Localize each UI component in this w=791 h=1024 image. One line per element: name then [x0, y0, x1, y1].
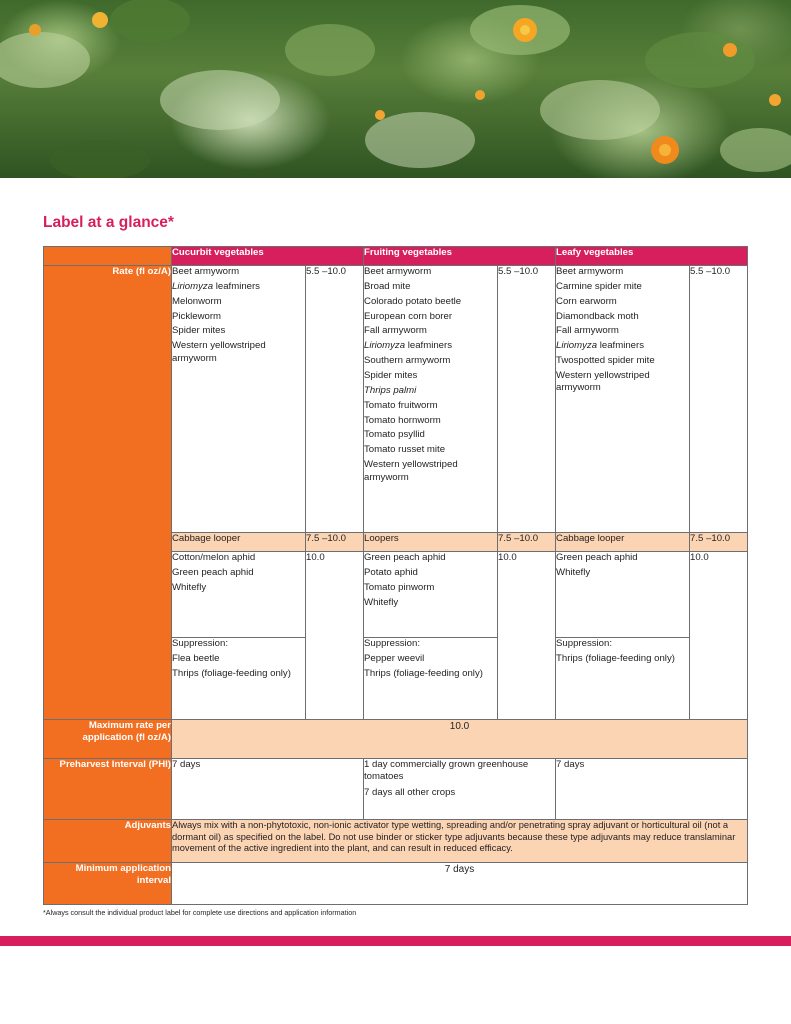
row-label-min-interval: Minimum application interval	[44, 863, 172, 905]
pest-item: Tomato pinworm	[364, 581, 435, 593]
suppression-label: Suppression:	[172, 638, 228, 649]
pest-list-fruiting-3	[364, 552, 498, 638]
page-title: Label at a glance*	[43, 214, 174, 231]
row-label-adjuvants: Adjuvants	[44, 820, 172, 863]
footnote: *Always consult the individual product label for complete use directions and application information	[43, 908, 357, 917]
pest-list-fruiting-1	[364, 266, 498, 533]
min-interval-value: 7 days	[172, 863, 748, 905]
column-header-fruiting: Fruiting vegetables	[364, 247, 556, 266]
pest-item: Spider mites	[364, 370, 418, 382]
pest-item: Liriomyza leafminers	[556, 340, 644, 352]
header-row	[44, 247, 748, 266]
max-rate-row	[44, 720, 748, 759]
pest-item: Western yellowstriped armyworm	[172, 340, 266, 364]
pest-item: Beet armyworm	[556, 266, 624, 277]
pest-item: Green peach aphid	[364, 552, 446, 563]
pest-item: Tomato fruitworm	[364, 399, 438, 411]
pest-item: Whitefly	[556, 566, 591, 578]
phi-fruiting-other: 7 days all other crops	[364, 786, 456, 798]
pest-item: Western yellowstriped armyworm	[556, 370, 650, 394]
pest-item: Liriomyza leafminers	[172, 280, 260, 292]
pest-item: Western yellowstriped armyworm	[364, 459, 458, 483]
pest-item: Thrips (foliage-feeding only)	[172, 667, 291, 679]
hero-photo	[0, 0, 791, 178]
rate-row-1	[44, 266, 748, 533]
pest-item: Southern armyworm	[364, 355, 451, 367]
pest-item: Beet armyworm	[364, 266, 432, 277]
pest-item: Tomato hornworm	[364, 414, 441, 426]
pest-list-leafy-1	[556, 266, 690, 533]
rate-fruiting-1: 5.5 –10.0	[498, 266, 556, 533]
pest-item: Thrips palmi	[364, 384, 417, 396]
phi-row	[44, 759, 748, 820]
pest-item: Diamondback moth	[556, 310, 639, 322]
pest-item: Carmine spider mite	[556, 280, 642, 292]
adjuvants-text: Always mix with a non-phytotoxic, non-ionic activator type wetting, spreading and/or penetrating spray adjuvant or horticultural oil (not a dormant oil) as specified on the label. Do not use binder or sticker type adjuvants because these type adjuvants may reduce translaminar movement of the active ingredient into the plant, and can result in reduced efficacy.	[172, 820, 748, 863]
suppression-fruiting	[364, 638, 498, 720]
pest-item: Melonworm	[172, 295, 222, 307]
pest-fruiting-2: Loopers	[364, 533, 498, 552]
label-table	[43, 246, 748, 905]
pest-item: Green peach aphid	[556, 552, 638, 563]
row-label-max-rate: Maximum rate per application (fl oz/A)	[44, 720, 172, 759]
rate-cucurbit-1: 5.5 –10.0	[306, 266, 364, 533]
pest-item: Tomato psyllid	[364, 429, 425, 441]
pest-leafy-2: Cabbage looper	[556, 533, 690, 552]
rate-leafy-2: 7.5 –10.0	[690, 533, 748, 552]
footer-band	[0, 936, 791, 946]
pest-item: Corn earworm	[556, 295, 617, 307]
pest-list-cucurbit-1	[172, 266, 306, 533]
pest-item: Spider mites	[172, 325, 226, 337]
suppression-label: Suppression:	[556, 638, 613, 649]
pest-item: Thrips (foliage-feeding only)	[556, 652, 675, 664]
row-label-rate: Rate (fl oz/A)	[44, 266, 172, 720]
column-header-cucurbit: Cucurbit vegetables	[172, 247, 364, 266]
pest-item: Pickleworm	[172, 310, 222, 322]
pest-item: European corn borer	[364, 310, 453, 322]
pest-cucurbit-2: Cabbage looper	[172, 533, 306, 552]
pest-list-cucurbit-3	[172, 552, 306, 638]
pest-item: Cotton/melon aphid	[172, 552, 256, 563]
phi-cucurbit: 7 days	[172, 759, 364, 820]
suppression-label: Suppression:	[364, 638, 421, 649]
column-header-leafy: Leafy vegetables	[556, 247, 748, 266]
min-interval-row	[44, 863, 748, 905]
pest-item: Pepper weevil	[364, 652, 425, 664]
rate-leafy-3: 10.0	[690, 552, 748, 720]
pest-item: Flea beetle	[172, 652, 220, 664]
max-rate-value: 10.0	[172, 720, 748, 759]
suppression-leafy	[556, 638, 690, 720]
zucchini-plants-image	[0, 0, 791, 178]
rate-fruiting-2: 7.5 –10.0	[498, 533, 556, 552]
pest-item: Thrips (foliage-feeding only)	[364, 667, 483, 679]
phi-fruiting-greenhouse: 1 day commercially grown greenhouse tomatoes	[364, 759, 529, 783]
phi-leafy: 7 days	[556, 759, 748, 820]
rate-leafy-1: 5.5 –10.0	[690, 266, 748, 533]
pest-item: Beet armyworm	[172, 266, 240, 277]
pest-item: Fall armyworm	[364, 325, 427, 337]
rate-cucurbit-3: 10.0	[306, 552, 364, 720]
phi-fruiting	[364, 759, 556, 820]
pest-item: Tomato russet mite	[364, 444, 446, 456]
pest-item: Potato aphid	[364, 566, 418, 578]
pest-item: Twospotted spider mite	[556, 355, 655, 367]
pest-item: Liriomyza leafminers	[364, 340, 452, 352]
pest-item: Fall armyworm	[556, 325, 619, 337]
pest-item: Whitefly	[172, 581, 207, 593]
pest-item: Green peach aphid	[172, 566, 254, 578]
pest-list-leafy-3	[556, 552, 690, 638]
pest-item: Whitefly	[364, 596, 399, 608]
suppression-cucurbit	[172, 638, 306, 720]
rate-fruiting-3: 10.0	[498, 552, 556, 720]
adjuvants-row	[44, 820, 748, 863]
pest-item: Colorado potato beetle	[364, 295, 462, 307]
row-label-phi: Preharvest Interval (PHI)	[44, 759, 172, 820]
rate-cucurbit-2: 7.5 –10.0	[306, 533, 364, 552]
header-blank	[44, 247, 172, 266]
pest-item: Broad mite	[364, 280, 411, 292]
